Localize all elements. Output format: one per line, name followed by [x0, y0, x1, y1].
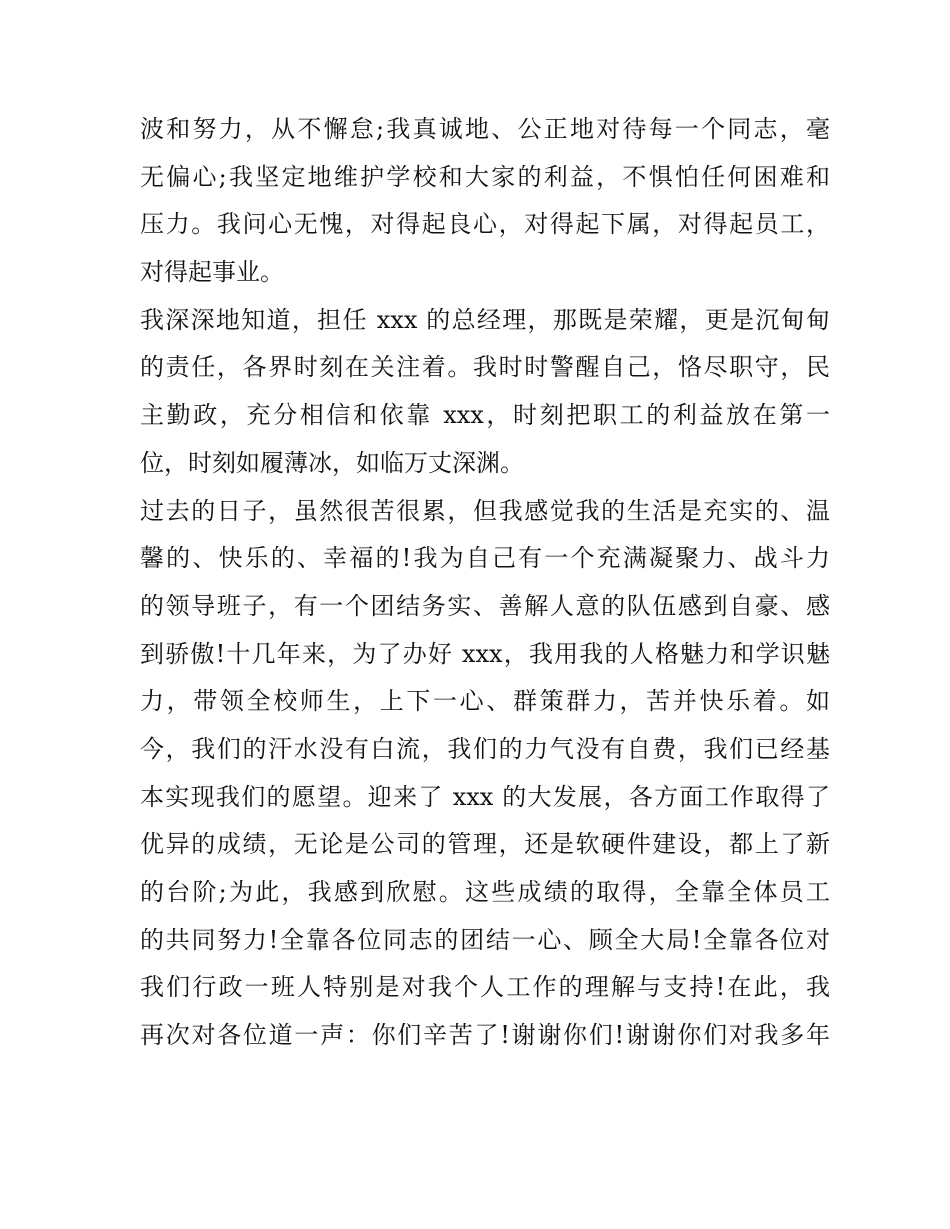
text-line: 波和努力，从不懈怠;我真诚地、公正地对待每一个同志，毫 [140, 115, 830, 143]
text-line: 力，带领全校师生，上下一心、群策群力，苦并快乐着。如 [140, 687, 830, 716]
text-line: 压力。我问心无愧，对得起良心，对得起下属，对得起员工， [140, 210, 830, 239]
text-line: 今，我们的汗水没有白流，我们的力气没有自费，我们已经基 [140, 734, 830, 763]
text-line: 对得起事业。 [140, 258, 284, 287]
text-line: 的领导班子，有一个团结务实、善解人意的队伍感到自豪、感 [140, 591, 830, 620]
text-line: 再次对各位道一声：你们辛苦了!谢谢你们!谢谢你们对我多年 [140, 1021, 830, 1050]
text-line: 的共同努力!全靠各位同志的团结一心、顾全大局!全靠各位对 [140, 925, 830, 954]
text-line: 我深深地知道，担任 xxx 的总经理，那既是荣耀，更是沉甸甸 [140, 305, 830, 334]
text-line: 主勤政，充分相信和依靠 xxx，时刻把职工的利益放在第一 [140, 401, 830, 430]
text-line: 位，时刻如履薄冰，如临万丈深渊。 [140, 448, 524, 477]
text-line: 过去的日子，虽然很苦很累，但我感觉我的生活是充实的、温 [140, 496, 830, 525]
text-line: 的台阶;为此，我感到欣慰。这些成绩的取得，全靠全体员工 [140, 878, 830, 906]
text-line: 的责任，各界时刻在关注着。我时时警醒自己，恪尽职守，民 [140, 353, 830, 382]
text-line: 本实现我们的愿望。迎来了 xxx 的大发展，各方面工作取得了 [140, 782, 830, 811]
text-line: 我们行政一班人特别是对我个人工作的理解与支持!在此，我 [140, 973, 830, 1002]
text-line: 到骄傲!十几年来，为了办好 xxx，我用我的人格魅力和学识魅 [140, 639, 830, 668]
text-line: 馨的、快乐的、幸福的!我为自己有一个充满凝聚力、战斗力 [140, 544, 830, 573]
body-text [140, 106, 830, 1060]
text-line: 优异的成绩，无论是公司的管理，还是软硬件建设，都上了新 [140, 830, 830, 859]
text-line: 无偏心;我坚定地维护学校和大家的利益，不惧怕任何困难和 [140, 162, 830, 191]
